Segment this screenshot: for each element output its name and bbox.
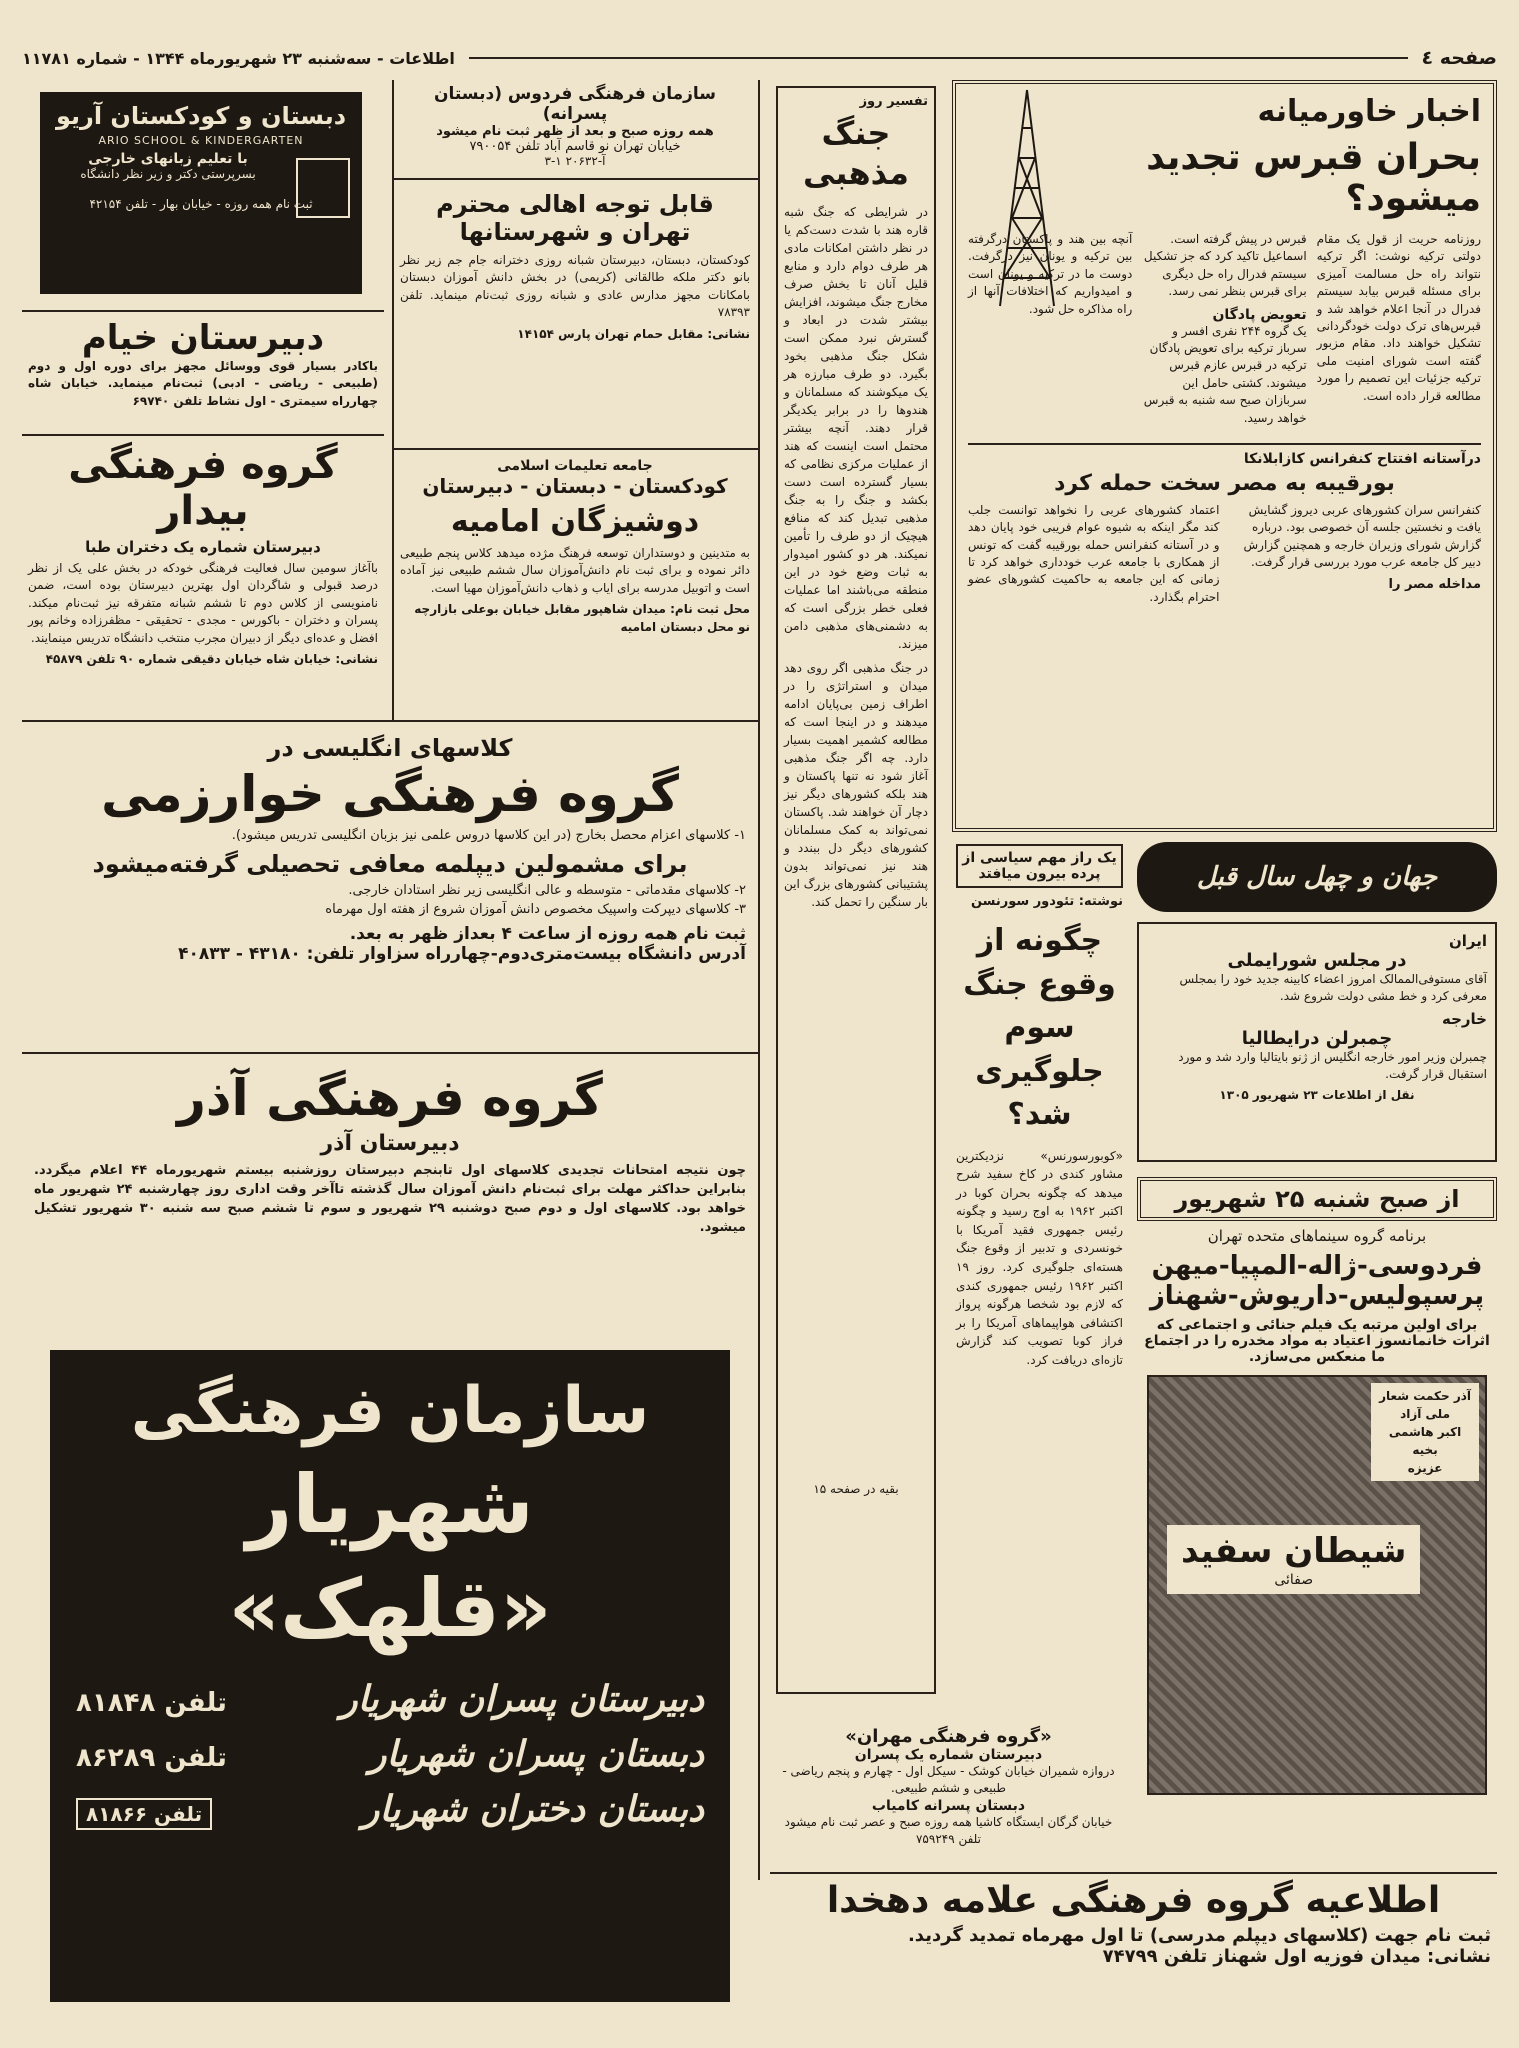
column-rule [758, 80, 760, 1880]
ad-subtitle: کودکستان - دبستان - دبیرستان [422, 474, 728, 498]
cast-name: آذر حکمت شعار [1379, 1389, 1471, 1403]
ad-ref: آ-۲۰۶۳۲ ۱-۳ [544, 154, 606, 168]
cinema-ad [1137, 1177, 1497, 1867]
headline: بحران قبرس تجدید میشود؟ [1146, 137, 1481, 219]
section-banner: جهان و چهل سال قبل [1137, 842, 1497, 912]
branch-phone: تلفن ۸۱۸۶۶ [76, 1798, 212, 1830]
sorensen-article [952, 840, 1127, 1700]
ad-address: نشانی: خیابان شاه خیابان دقیقی شماره ۹۰ تلفن ۴۵۸۷۹ [45, 651, 378, 666]
ad-title: قابل توجه اهالی محترم [436, 190, 714, 218]
film-director: صفائی [1274, 1571, 1314, 1588]
news-paragraph: قبرس در پیش گرفته است. اسماعیل تاکید کرد که جز تشکیل سیستم فدرال راه حل دیگری برای قبرس بنظر نمی رسد. [1143, 232, 1307, 299]
item-text: چمبرلن وزیر امور خارجه انگلیس از ژنو بایتالیا وارد شد و مورد استقبال قرار گرفت. [1178, 1049, 1487, 1082]
bidar-ad [22, 434, 384, 720]
subhead: تعویض پادگان [1212, 306, 1307, 323]
ad-title: گروه فرهنگی بیدار [68, 442, 338, 534]
ad-title: تهران و شهرستانها [459, 218, 691, 246]
tafsir-body: در شرایطی که جنگ شبه قاره هند با شدت دست‌کم یا در نظر داشتن امکانات مادی هر طرف دوام دارد و منابع قلیل آنان تا بخش صرف مخارج جنگ میشوند، افزایش بیشتر شدت در ابعاد و گسترش نبرد ممکن است شکل جنگ مذهبی بخود بگیرد. دو طرف مبارزه هر یک میکوشند که مسلمانان و هندوها را در برابر یکدیگر قرار دهند. آنچه بیشتر محتمل است اینست که هند از عملیات مرکزی نظامی که بسیار گسترده است دست بکشد و جنگ را به جنگ مذهبی تبدیل کند که منافع هیچیک از دو طرف را تأمین نمیکند. هر دو کشور امیدوار به ثبات وضع خود در این منطقه می‌باشند اما عملیات فعلی خطر بزرگی است که به دشمنی‌های مذهبی دامن میزند. [784, 205, 928, 651]
poster-title-box [1167, 1525, 1420, 1594]
film-poster [1147, 1375, 1487, 1795]
item-title: در مجلس شورایملی [1227, 950, 1407, 971]
section-rule [22, 720, 758, 722]
branch-phone: تلفن ۸۶۲۸۹ [76, 1743, 227, 1774]
ad-subtitle: دبیرستان شماره یک پسران [854, 1747, 1043, 1763]
cinema-desc: برای اولین مرتبه یک فیلم جنائی و اجتماعی که اثرات خانمانسوز اعتیاد به مواد مخدره را در اجتماع ما منعکس می‌سازد. [1144, 1317, 1490, 1365]
item-footnote: نقل از اطلاعات ۲۳ شهریور ۱۳۰۵ [1219, 1087, 1415, 1102]
story-kicker: درآستانه افتتاح کنفرانس کازابلانکا [1243, 450, 1481, 467]
ad-text: ثبت نام جهت (کلاسهای دیپلم مدرسی) تا اول مهرماه تمدید گردید. [907, 1925, 1491, 1946]
jamejam-ad [392, 182, 758, 444]
mehran-ad [770, 1720, 1127, 1870]
ad-text: به متدینین و دوستداران توسعه فرهنگ مژده میدهد کلاس پنجم طبیعی دائر نموده و برای ثبت نام دانش‌آموزان سال ششم طبیعی نیز آماده است و اتوبیل مدرسه برای ایاب و ذهاب دانش‌آموزان مهیا است. [400, 546, 750, 595]
ad-title: دبیرستان خیام [81, 318, 325, 358]
news-column-1: روزنامه حریت از قول یک مقام دولتی ترکیه نوشت: اگر ترکیه نتواند راه حل مسالمت آمیزی برای مسئله قبرس بیابد سیستم فدرال در آنجا اعلام خواهد شد و قبرس‌های ترک دولت خودگردانی تشکیل خواهند داد. مقام مزبور گفته است شورای امنیت ملی ترکیه جزئیات این تصمیم را مورد مطالعه قرار داده است. [1316, 232, 1481, 403]
branch-row [76, 1679, 704, 1720]
ad-address: محل ثبت نام: میدان شاهپور مقابل خیابان بوعلی بازارچه نو محل دبستان امامیه [414, 602, 750, 634]
ad-item: ۲- کلاسهای مقدماتی - متوسطه و عالی انگلیسی زیر نظر استادان خارجی. [348, 882, 746, 898]
ad-address: خیابان تهران نو قاسم آباد تلفن ۷۹۰۰۵۴ [469, 139, 681, 154]
ad-address: خیابان گرگان ایستگاه کاشیا همه روزه صبح و عصر ثبت نام میشود تلفن ۷۵۹۲۴۹ [784, 1814, 1113, 1847]
story-headline: بورقیبه به مصر سخت حمله کرد [1054, 470, 1395, 496]
khwarazmi-ad [22, 726, 758, 1048]
shahriar-ad [50, 1350, 730, 2002]
branch-phone: تلفن ۸۱۸۴۸ [76, 1688, 227, 1719]
cast-name: اکبر هاشمی [1388, 1425, 1462, 1439]
ad-text: همه روزه صبح و بعد از ظهر ثبت نام میشود [436, 124, 714, 139]
tafsir-kicker: تفسیر روز [859, 94, 928, 109]
oil-derrick-icon [992, 88, 1062, 308]
teaser-box: یک راز مهم سیاسی از پرده بیرون میافتد [956, 844, 1123, 888]
branch-name: دبیرستان پسران شهریار [340, 1679, 704, 1721]
ad-title: دبستان و کودکستان آریو [55, 102, 347, 130]
article-body: «کوبورسورنس» نزدیکترین مشاور کندی در کاخ سفید شرح میدهد که چگونه بحران کوبا در اکتبر ۱۹۶۲ به اوج رسید و چگونه رئیس جمهوری فقید آمریکا با خونسردی و تدبیر از وقوع جنگ هسته‌ای جلوگیری کرد. روز ۱۹ اکتبر ۱۹۶۲ رئیس جمهوری کندی که لازم بود شخصا هرگونه پرواز اکتشافی هواپیماهای آمریکا را بر فراز کوبا تصویب کند گزارش تازه‌ای دریافت کرد. [956, 1148, 1123, 1368]
ad-kicker: جامعه تعلیمات اسلامی [497, 458, 653, 474]
ad-title: شهریار «قلهک» [228, 1458, 552, 1656]
story-text: کنفرانس سران کشورهای عربی دیروز گشایش یافت و نخستین جلسه آن خصوصی بود. درباره گزارش شورای وزیران خارجه و همچنین گزارش دبیر کل جامعه عرب مورد بررسی قرار گرفت. [1243, 502, 1481, 570]
item-text: آقای مستوفی‌الممالک امروز اعضاء کابینه جدید خود را بمجلس معرفی کرد و خط مشی دولت شروع شد. [1179, 972, 1487, 1004]
news-paragraph: یک گروه ۲۴۴ نفری افسر و سرباز ترکیه برای تعویض پادگان ترکیه در قبرس عازم قبرس میشوند. کشتی حامل این سربازان صبح سه شنبه به قبرس خواهد رسید. [1143, 323, 1307, 425]
story-subhead: مداخله مصر را [1388, 577, 1481, 593]
ad-org: سازمان فرهنگی [130, 1374, 650, 1448]
ad-title: گروه فرهنگی آذر [177, 1069, 603, 1127]
cinema-program: برنامه گروه سینماهای متحده تهران [1207, 1227, 1427, 1245]
ad-title: سازمان فرهنگی فردوس (دبستان پسرانه) [433, 84, 717, 124]
forty-years-ago [1137, 842, 1497, 1167]
ad-text: بسرپرستی دکتر و زیر نظر دانشگاه [80, 167, 256, 181]
azar-ad [22, 1058, 758, 1338]
allameh-ad [770, 1872, 1497, 2022]
ad-item: ۱- کلاسهای اعزام محصل بخارج (در این کلاسها دروس علمی نیز بزبان انگلیسی تدریس میشود). [231, 828, 746, 843]
branch-name: دبستان دختران شهریار [362, 1789, 704, 1831]
tafsir-body-2: در جنگ مذهبی اگر روی دهد میدان و استراتژی را در اطراف زمین بی‌پایان ادامه میدهند و در اینجا است که مطالعه کشمیر اهمیت بسیار دارد. چه اگر جنگ مذهبی آغاز شود نه تنها پاکستان و هند بلکه کشورهای دیگر نیز دچار آن خواهند شد. پاکستان نمی‌تواند به کمک مسلمانان کشورهای دیگر دل ببندد و هند نیز نمی‌تواند بدون پشتیبانی کشورهای بزرگ این بار سنگین را تحمل کند. [784, 661, 928, 909]
ad-kicker: کلاسهای انگلیسی در [267, 734, 513, 762]
cast-name: ملی آزاد [1400, 1407, 1451, 1421]
ad-item: ۳- کلاسهای دیپرکت واسپیک مخصوص دانش آموزان شروع از هفته اول مهرماه [325, 901, 746, 917]
tafsir-title: جنگ مذهبی [803, 114, 909, 192]
page-number: صفحه ٤ [1421, 47, 1497, 69]
continued-note: بقیه در صفحه ۱۵ [813, 1482, 899, 1496]
casablanca-story [968, 443, 1481, 606]
ad-text: کودکستان، دبستان، دبیرستان شبانه روزی دخترانه جام جم زیر نظر بانو دکتر ملکه طالقانی (کریمی) در بخش دانش آموزان دبستان بامکانات مجهز مدارس عادی و شبانه روزی ثبت‌نام مینماید. تلفن ۷۸۳۹۳ [400, 253, 750, 320]
section-rule [22, 1052, 758, 1054]
ad-title: دوشیزگان امامیه [450, 504, 700, 539]
ad-subtitle: دبیرستان شماره یک دختران طبا [85, 538, 321, 556]
ad-address: نشانی: مقابل حمام تهران پارس ۱۴۱۵۴ [517, 326, 750, 341]
ad-text: دروازه شمیران خیابان کوشک - سیکل اول - چهارم و پنجم ریاضی - طبیعی و ششم طبیعی. [782, 1764, 1115, 1796]
cinema-list-2: پرسپولیس-داریوش-شهناز [1149, 1281, 1485, 1311]
ad-text: باآغاز سومین سال فعالیت فرهنگی خودکه در بخش علی یک از نظر درصد قبولی و شاگردان اول بهترین دبیرستان بوده است، ضمن نامنویسی از کلاس دوم تا ششم شبانه متفرقه نیز ثبت‌نام میکند. پسران و دختران - باکورس - مجدی - تحقیقی - مظفرزاده وخانم پور افضل و عده‌ای دیگر از دبیران مجرب منتخب دانشگاه تدریس مینمایند. [28, 561, 378, 645]
news-column-3: آنچه بین هند و پاکستان درگرفته بین ترکیه و یونان نیز درگرفت. دوست ما در ترکیه و یونان است و امیدواریم که اختلافات آنها از راه مذاکره حل شود. [968, 232, 1133, 316]
branch-row [76, 1789, 704, 1830]
ad-title: گروه فرهنگی خوارزمی [101, 765, 679, 823]
news-column-2 [1142, 231, 1306, 433]
ad-title: «گروه فرهنگی مهران» [845, 1726, 1052, 1747]
ad-highlight: برای مشمولین دیپلمه معافی تحصیلی گرفته‌میشود [92, 849, 688, 878]
article-title: چگونه از وقوع جنگ سوم جلوگیری شد؟ [963, 923, 1116, 1132]
ad-registration: ثبت نام همه روزه از ساعت ۴ بعداز ظهر به بعد. [349, 923, 746, 944]
school-emblem-icon [296, 158, 350, 218]
ario-ad [40, 92, 362, 294]
page-header [22, 38, 1497, 78]
ad-address: ثبت نام همه روزه - خیابان بهار - تلفن ۴۲۱۵۴ [89, 197, 313, 211]
film-title: شیطان سفید [1181, 1531, 1407, 1571]
ad-address: نشانی: میدان فوزیه اول شهناز تلفن ۷۴۷۹۹ [1102, 1946, 1491, 1967]
ad-text: چون نتیجه امتحانات تجدیدی کلاسهای اول تابنجم دبیرستان روزشنبه بیستم شهریورماه ۴۴ اعلام میگردد. بنابراین حداکثر مهلت برای ثبت‌نام دانش آموزان سال گذشته تاآخر وقت اداری روز چهارشنبه ۲۴ شهریور ماه خواهد بود. کلاسهای اول و دوم صبح دوشنبه ۲۹ شهریور و سوم تا ششم صبح سه شنبه ۳۰ شهریور تشکیل میشود. [34, 1163, 747, 1235]
masthead: اطلاعات - سه‌شنبه ۲۳ شهریورماه ۱۳۴۴ - شماره ۱۱۷۸۱ [22, 48, 455, 68]
cinema-date: از صبح شنبه ۲۵ شهریور [1137, 1177, 1497, 1221]
poster-cast [1371, 1383, 1479, 1481]
byline: نوشته: تئودور سورنسن [970, 894, 1123, 909]
branch-row [76, 1734, 704, 1775]
ad-text: باکادر بسیار قوی ووسائل مجهز برای دوره اول و دوم (طبیعی - ریاضی - ادبی) ثبت‌نام مینماید. خیابان شاه چهارراه سیمتری - اول نشاط تلفن ۶۹۷۴۰ [28, 359, 378, 408]
section-label: خارجه [1442, 1009, 1487, 1028]
cast-name: بخیه [1412, 1443, 1438, 1457]
ad-subtitle: دبستان پسرانه کامیاب [871, 1797, 1026, 1814]
cinema-list-1: فردوسی-ژاله-المپیا-میهن [1151, 1251, 1483, 1281]
item-title: چمبرلن درایطالیا [1241, 1027, 1393, 1049]
branch-name: دبستان پسران شهریار [369, 1734, 704, 1776]
story-text: اعتماد کشورهای عربی را نخواهد توانست جلب کند مگر اینکه به شیوه عوام فریبی خود پایان دهد و در آستانه کنفرانس حمله بورقیبه گفت که تونس از همکاری با جامعه عرب خودداری خواهد کرد تا زمانی که این جامعه به حاکمیت کشورهای عضو احترام بگذارد. [968, 502, 1220, 604]
section-label: ایران [1448, 932, 1487, 950]
ad-text: با تعلیم زبانهای خارجی [88, 151, 248, 167]
ad-address: آدرس دانشگاه بیست‌متری‌دوم-چهارراه سزاوار تلفن: ۴۳۱۸۰ - ۴۰۸۳۳ [178, 943, 746, 964]
ad-title: اطلاعیه گروه فرهنگی علامه دهخدا [826, 1880, 1441, 1921]
khayyam-ad [22, 310, 384, 430]
ad-latin-title: ARIO SCHOOL & KINDERGARTEN [98, 134, 304, 147]
header-rule [469, 57, 1408, 59]
section-kicker: اخبار خاورمیانه [1257, 94, 1481, 129]
amameh-ad [392, 448, 758, 718]
ferdows-ad [392, 80, 758, 180]
ad-subtitle: دبیرستان آذر [320, 1131, 460, 1156]
cast-name: عزیزه [1407, 1461, 1443, 1475]
